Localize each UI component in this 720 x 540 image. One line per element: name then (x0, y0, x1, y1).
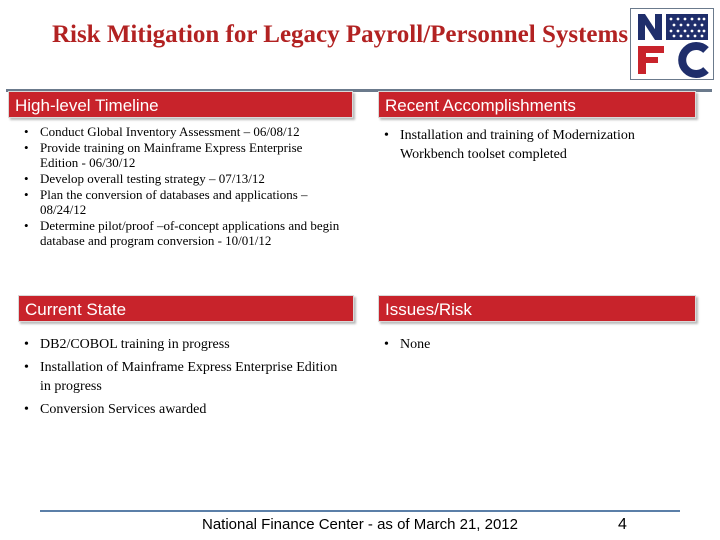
list-item: • Installation and training of Modernization Workbench toolset completed (380, 126, 690, 164)
footer-rule (40, 510, 680, 512)
list-item: • Develop overall testing strategy – 07/13/12 (20, 171, 340, 186)
slide-title: Risk Mitigation for Legacy Payroll/Personnel Systems (51, 21, 629, 48)
list-item: • None (380, 335, 690, 354)
list-item: • DB2/COBOL training in progress (20, 335, 340, 354)
timeline-heading: High-level Timeline (8, 91, 353, 118)
list-item: • Conduct Global Inventory Assessment – 06/08/12 (20, 124, 340, 139)
list-item: • Plan the conversion of databases and applications – 08/24/12 (20, 187, 340, 217)
logo-star-field (666, 14, 708, 40)
list-item: • Determine pilot/proof –of-concept applications and begin database and program conversion - 10/01/12 (20, 218, 340, 248)
list-item: • Provide training on Mainframe Express Enterprise Edition - 06/30/12 (20, 140, 340, 170)
page-number: 4 (618, 516, 627, 533)
list-item: • Conversion Services awarded (20, 400, 340, 419)
current-state-heading: Current State (18, 295, 354, 322)
list-item: • Installation of Mainframe Express Enterprise Edition in progress (20, 358, 340, 396)
current-state-list (20, 335, 340, 423)
timeline-list (20, 124, 340, 249)
accomplishments-list (380, 126, 690, 168)
footer-text: National Finance Center - as of March 21, 2012 (201, 516, 518, 533)
issues-heading: Issues/Risk (378, 295, 696, 322)
nfc-logo (630, 8, 714, 80)
issues-list (380, 335, 690, 358)
accomplishments-heading: Recent Accomplishments (378, 91, 696, 118)
